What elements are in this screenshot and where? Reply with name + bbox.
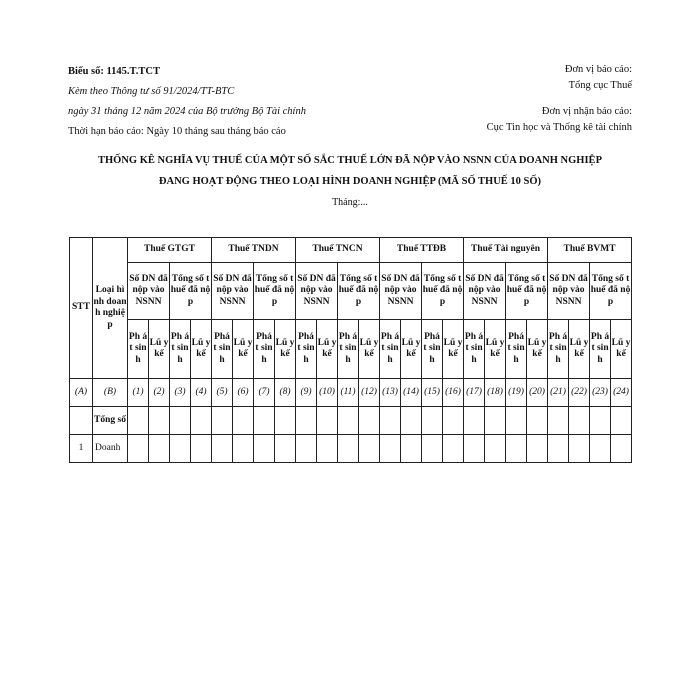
sub-dn-tncn: Số DN đã nộp vào NSNN	[296, 263, 338, 320]
empty-cell	[128, 407, 149, 435]
sub-total-tainguyen: Tổng số thuế đã nộp	[506, 263, 548, 320]
phat-sinh-cell: Ph át sin h	[590, 320, 611, 379]
empty-cell	[275, 435, 296, 463]
empty-cell	[485, 435, 506, 463]
empty-cell	[548, 435, 569, 463]
sub-dn-ttdb: Số DN đã nộp vào NSNN	[380, 263, 422, 320]
index-cell: (15)	[422, 379, 443, 407]
empty-cell	[611, 407, 632, 435]
index-cell: (5)	[212, 379, 233, 407]
sub-total-tncn: Tổng số thuế đã nộp	[338, 263, 380, 320]
index-cell: (16)	[443, 379, 464, 407]
header-right	[402, 62, 632, 136]
empty-cell	[359, 407, 380, 435]
index-cell: (9)	[296, 379, 317, 407]
index-cell: (22)	[569, 379, 590, 407]
empty-cell	[233, 435, 254, 463]
empty-cell	[149, 407, 170, 435]
empty-cell	[401, 435, 422, 463]
luy-ke-cell: Lũ y kế	[275, 320, 296, 379]
sub-header-row	[70, 263, 632, 320]
luy-ke-cell: Lũ y kế	[569, 320, 590, 379]
phat-sinh-cell: Phá t sin h	[212, 320, 233, 379]
table-row	[70, 435, 632, 463]
tax-tndn-header: Thuế TNDN	[212, 238, 296, 263]
empty-cell	[422, 407, 443, 435]
total-row	[70, 407, 632, 435]
index-cell: (B)	[93, 379, 128, 407]
luy-ke-cell: Lũ y kế	[401, 320, 422, 379]
receiving-unit-label: Đơn vị nhận báo cáo:	[541, 106, 632, 117]
total-label: Tổng số	[93, 407, 128, 435]
empty-cell	[317, 435, 338, 463]
index-cell: (6)	[233, 379, 254, 407]
index-cell: (19)	[506, 379, 527, 407]
index-cell: (24)	[611, 379, 632, 407]
phat-sinh-cell: Ph át sin h	[128, 320, 149, 379]
index-cell: (12)	[359, 379, 380, 407]
empty-cell	[590, 435, 611, 463]
sub-dn-tainguyen: Số DN đã nộp vào NSNN	[464, 263, 506, 320]
empty-cell	[170, 407, 191, 435]
phat-sinh-cell: Phá t sin h	[296, 320, 317, 379]
tax-tncn-header: Thuế TNCN	[296, 238, 380, 263]
title-line-2: ĐANG HOẠT ĐỘNG THEO LOẠI HÌNH DOANH NGHIỆP (MÃ SỐ THUẾ 10 SỐ)	[158, 176, 542, 187]
luy-ke-cell: Lũ y kế	[443, 320, 464, 379]
empty-cell	[464, 435, 485, 463]
index-cell: (8)	[275, 379, 296, 407]
index-cell: (A)	[70, 379, 93, 407]
total-stt-cell	[70, 407, 93, 435]
empty-cell	[443, 435, 464, 463]
empty-cell	[275, 407, 296, 435]
index-cell: (21)	[548, 379, 569, 407]
empty-cell	[590, 407, 611, 435]
index-cell: (14)	[401, 379, 422, 407]
index-cell: (11)	[338, 379, 359, 407]
empty-cell	[254, 435, 275, 463]
luy-ke-cell: Lũ y kế	[611, 320, 632, 379]
sub-total-ttdb: Tổng số thuế đã nộp	[422, 263, 464, 320]
month-label: Tháng:...	[332, 197, 368, 208]
phat-sinh-cell: Ph át sin h	[338, 320, 359, 379]
sub-dn-tndn: Số DN đã nộp vào NSNN	[212, 263, 254, 320]
col-stt-header: STT	[70, 238, 93, 379]
empty-cell	[611, 435, 632, 463]
index-cell: (13)	[380, 379, 401, 407]
sub-total-tndn: Tổng số thuế đã nộp	[254, 263, 296, 320]
empty-cell	[296, 407, 317, 435]
index-cell: (3)	[170, 379, 191, 407]
sub-total-bvmt: Tổng số thuế đã nộp	[590, 263, 632, 320]
index-row	[70, 379, 632, 407]
luy-ke-cell: Lũ y kế	[485, 320, 506, 379]
tax-tainguyen-header: Thuế Tài nguyên	[464, 238, 548, 263]
phat-sinh-cell: Ph át sin h	[170, 320, 191, 379]
index-cell: (10)	[317, 379, 338, 407]
empty-cell	[422, 435, 443, 463]
empty-cell	[506, 407, 527, 435]
empty-cell	[149, 435, 170, 463]
tax-bvmt-header: Thuế BVMT	[548, 238, 632, 263]
empty-cell	[191, 407, 212, 435]
index-cell: (7)	[254, 379, 275, 407]
empty-cell	[506, 435, 527, 463]
report-deadline: Thời hạn báo cáo: Ngày 10 tháng sau tháng báo cáo	[68, 126, 286, 137]
index-cell: (4)	[191, 379, 212, 407]
luy-ke-cell: Lũ y kế	[149, 320, 170, 379]
index-cell: (18)	[485, 379, 506, 407]
empty-cell	[548, 407, 569, 435]
index-cell: (2)	[149, 379, 170, 407]
empty-cell	[233, 407, 254, 435]
index-cell: (23)	[590, 379, 611, 407]
index-cell: (1)	[128, 379, 149, 407]
tax-header-row	[70, 238, 632, 263]
empty-cell	[338, 407, 359, 435]
phat-sinh-cell: Ph át sin h	[380, 320, 401, 379]
sub-total-gtgt: Tổng số thuế đã nộp	[170, 263, 212, 320]
empty-cell	[191, 435, 212, 463]
empty-cell	[527, 435, 548, 463]
phat-sinh-cell: Ph át sin h	[464, 320, 485, 379]
empty-cell	[338, 435, 359, 463]
row-label: Doanh	[93, 435, 128, 463]
reporting-unit-label: Đơn vị báo cáo:	[564, 64, 632, 75]
col-type-header: Loại hình doanh nghiệp	[93, 238, 128, 379]
empty-cell	[380, 407, 401, 435]
empty-cell	[359, 435, 380, 463]
empty-cell	[254, 407, 275, 435]
empty-cell	[170, 435, 191, 463]
phat-sinh-cell: Phá t sin h	[254, 320, 275, 379]
tax-ttdb-header: Thuế TTĐB	[380, 238, 464, 263]
empty-cell	[569, 435, 590, 463]
empty-cell	[485, 407, 506, 435]
empty-cell	[212, 407, 233, 435]
empty-cell	[464, 407, 485, 435]
empty-cell	[443, 407, 464, 435]
empty-cell	[317, 407, 338, 435]
luy-ke-cell: Lũ y kế	[233, 320, 254, 379]
period-header-row	[70, 320, 632, 379]
row-stt: 1	[70, 435, 93, 463]
luy-ke-cell: Lũ y kế	[317, 320, 338, 379]
empty-cell	[296, 435, 317, 463]
phat-sinh-cell: Phá t sin h	[506, 320, 527, 379]
index-cell: (17)	[464, 379, 485, 407]
luy-ke-cell: Lũ y kế	[527, 320, 548, 379]
empty-cell	[380, 435, 401, 463]
receiving-unit: Cục Tin học và Thống kê tài chính	[486, 122, 632, 133]
luy-ke-cell: Lũ y kế	[359, 320, 380, 379]
empty-cell	[128, 435, 149, 463]
phat-sinh-cell: Ph át sin h	[548, 320, 569, 379]
empty-cell	[527, 407, 548, 435]
empty-cell	[401, 407, 422, 435]
form-code: Biểu số: 1145.T.TCT	[68, 66, 160, 77]
attachment-line-1: Kèm theo Thông tư số 91/2024/TT-BTC	[68, 86, 235, 97]
attachment-line-2: ngày 31 tháng 12 năm 2024 của Bộ trưởng Bộ Tài chính	[68, 106, 306, 117]
title-line-1: THỐNG KÊ NGHĨA VỤ THUẾ CỦA MỘT SỐ SẮC THUẾ LỚN ĐÃ NỘP VÀO NSNN CỦA DOANH NGHIỆP	[98, 155, 602, 166]
phat-sinh-cell: Phá t sin h	[422, 320, 443, 379]
tax-gtgt-header: Thuế GTGT	[128, 238, 212, 263]
statistics-table	[69, 237, 632, 463]
empty-cell	[212, 435, 233, 463]
reporting-unit: Tổng cục Thuế	[568, 80, 632, 91]
sub-dn-bvmt: Số DN đã nộp vào NSNN	[548, 263, 590, 320]
sub-dn-gtgt: Số DN đã nộp vào NSNN	[128, 263, 170, 320]
report-title	[40, 150, 660, 192]
index-cell: (20)	[527, 379, 548, 407]
empty-cell	[569, 407, 590, 435]
header-left	[68, 62, 398, 142]
luy-ke-cell: Lũ y kế	[191, 320, 212, 379]
